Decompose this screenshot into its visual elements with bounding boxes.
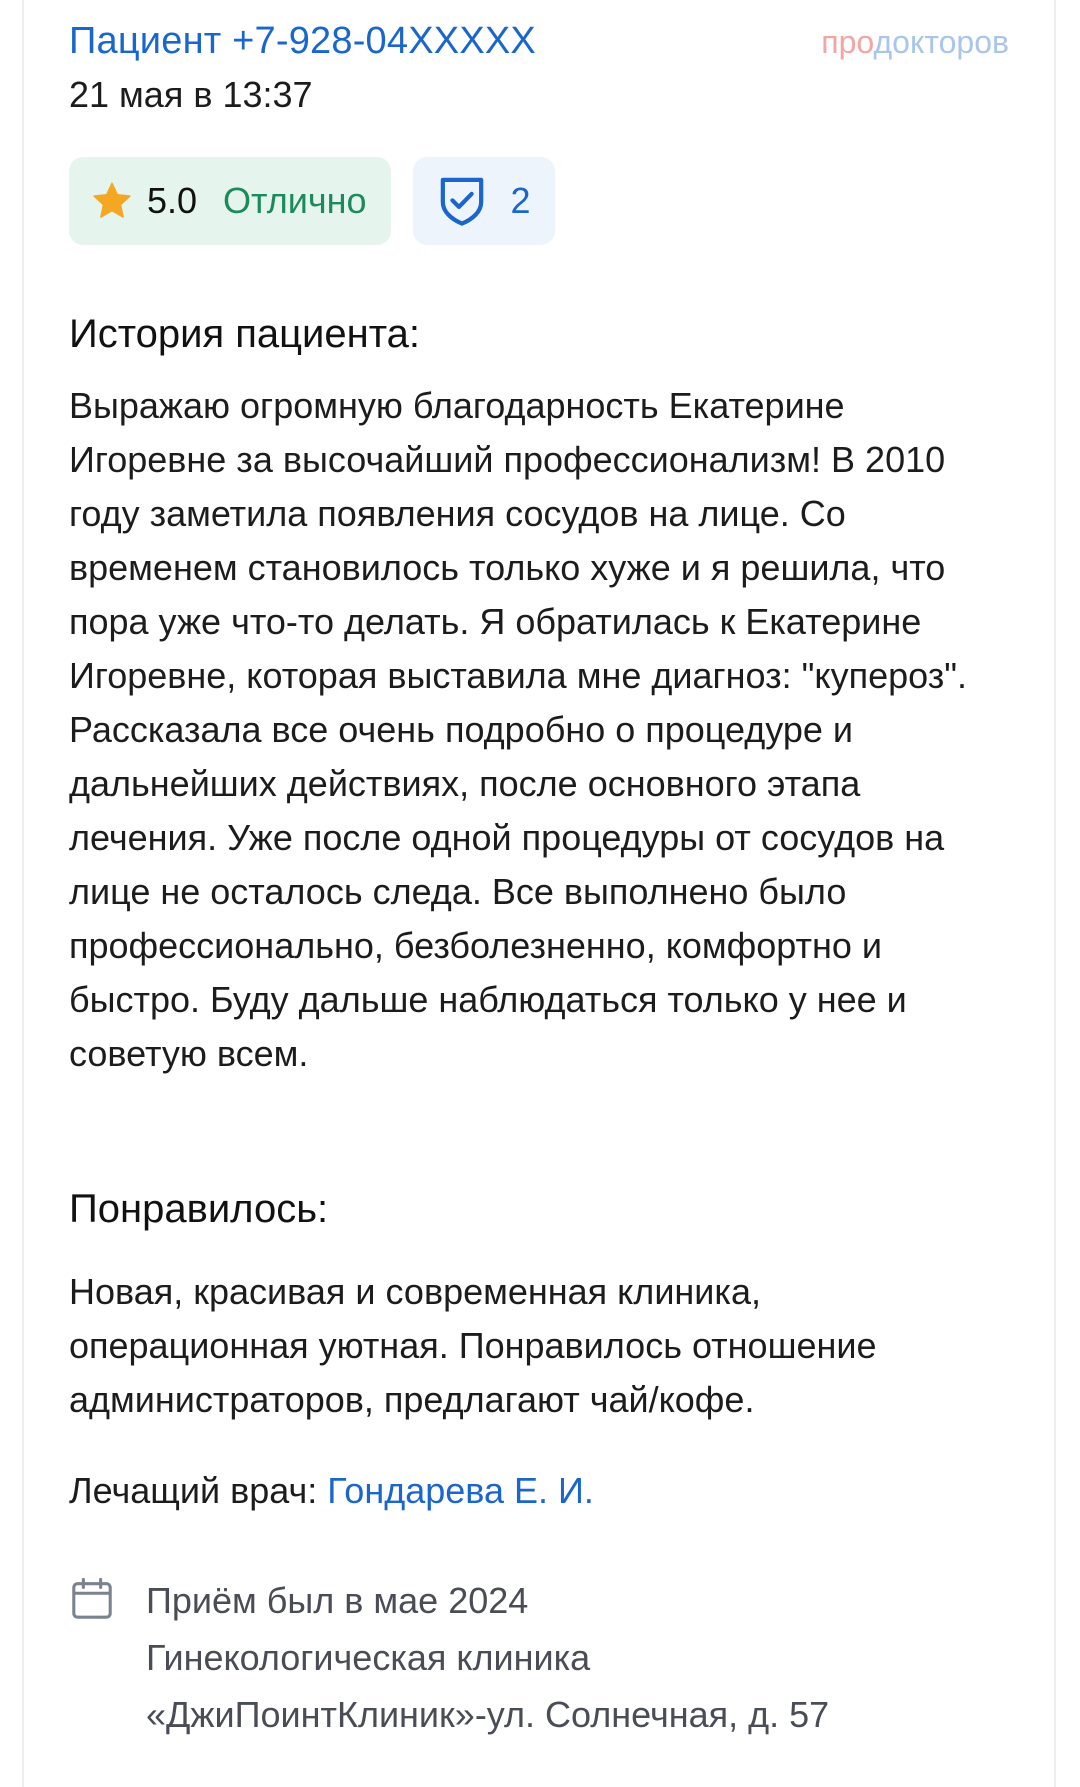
visit-text [146,1572,829,1743]
review-date: 21 мая в 13:37 [69,74,313,115]
story-title: История пациента: [69,312,420,356]
verified-count: 2 [510,180,531,221]
badges-row [69,157,555,245]
review-content [69,0,1009,1735]
review-card [22,0,1056,1787]
review-header [69,0,1009,60]
rating-label: Отлично [223,180,367,221]
shield-check-icon [439,175,485,227]
rating-badge[interactable] [69,157,391,245]
doctor-link[interactable]: Гондарева Е. И. [327,1470,594,1511]
doctor-label: Лечащий врач: [69,1470,318,1511]
brand-logo-part2: докторов [873,24,1009,60]
verified-badge[interactable] [413,157,555,245]
brand-logo[interactable] [821,24,1009,61]
liked-title: Понравилось: [69,1187,329,1231]
clinic-address: «ДжиПоинтКлиник»-ул. Солнечная, д. 57 [146,1694,830,1735]
rating-value: 5.0 [147,180,198,221]
author-link[interactable]: Пациент +7-928-04XXXXX [69,20,536,62]
star-icon [91,180,133,222]
visit-date: Приём был в мае 2024 [146,1580,529,1621]
liked-text: Новая, красивая и современная клиника, операционная уютная. Понравилось отношение администраторов, предлагают чай/кофе. [69,1271,877,1420]
clinic-name: Гинекологическая клиника [146,1637,591,1678]
story-text: Выражаю огромную благодарность Екатерине Игоревне за высочайший профессионализм! В 2010 году заметила появления сосудов на лице. Со временем становилось только хуже и я решила, что пора уже что-то делать. Я обратилась к Екатерине Игоревне, которая выставила мне диагноз: "купероз". Рассказала все очень подробно о процедуре и дальнейших действиях, после основного этапа лечения. Уже после одной процедуры от сосудов на лице не осталось следа. Все выполнено было профессионально, безболезненно, комфортно и быстро. Буду дальше наблюдаться только у нее и советую всем. [69,385,968,1074]
calendar-icon [69,1576,115,1622]
brand-logo-part1: про [821,24,874,60]
doctor-line [69,1470,594,1512]
